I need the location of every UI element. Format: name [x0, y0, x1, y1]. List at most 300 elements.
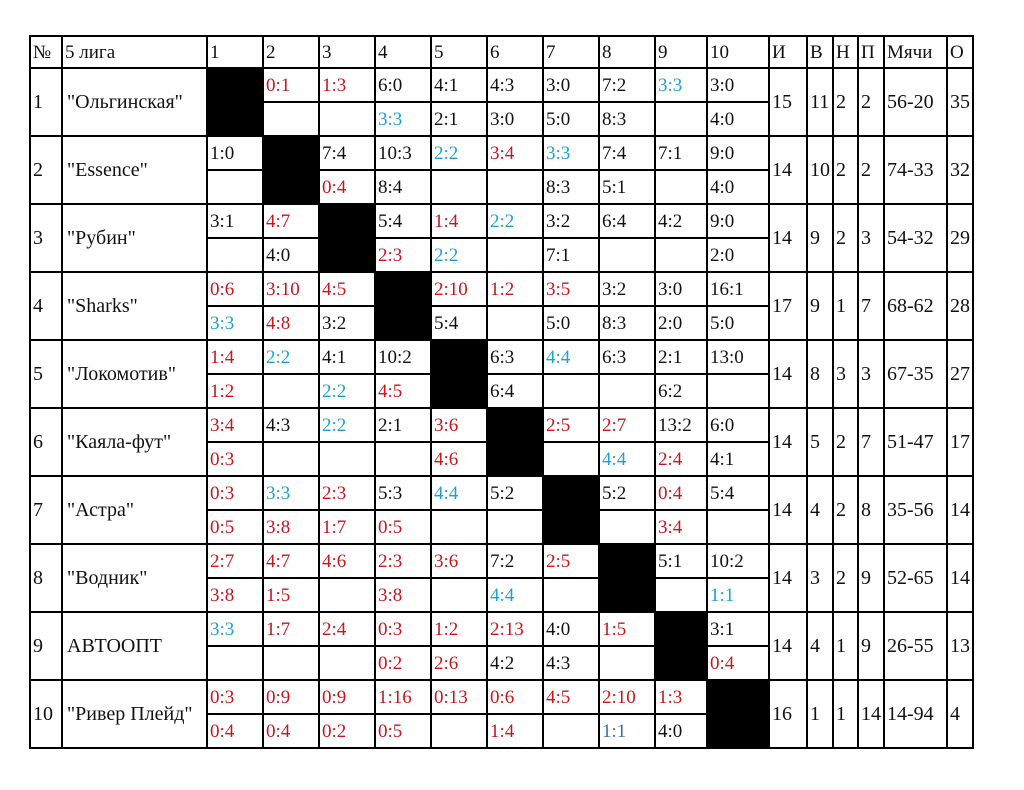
match-score-second: [207, 238, 263, 272]
points-cell: 17: [947, 408, 973, 476]
match-score-first: 2:1: [655, 340, 707, 374]
match-score-first: 0:3: [207, 476, 263, 510]
match-score-first: 0:9: [319, 680, 375, 714]
match-score-second: 3:2: [319, 306, 375, 340]
match-score-first: 2:3: [375, 544, 431, 578]
games-cell: 14: [769, 136, 807, 204]
match-score-first: 3:3: [655, 68, 707, 102]
match-score-first: 0:4: [655, 476, 707, 510]
self-match-block: [655, 612, 707, 680]
draws-cell: 2: [833, 204, 858, 272]
team-name: "Ривер Плейд": [62, 680, 207, 748]
match-score-second: 5:0: [543, 102, 599, 136]
match-score-first: 0:3: [375, 612, 431, 646]
losses-cell: 9: [858, 612, 884, 680]
match-score-first: 16:1: [707, 272, 769, 306]
team-row: [30, 272, 973, 306]
draws-cell: 1: [833, 272, 858, 340]
header-cell: 2: [263, 36, 319, 68]
self-match-block: [599, 544, 655, 612]
match-score-first: 2:10: [599, 680, 655, 714]
team-name: "Локомотив": [62, 340, 207, 408]
match-score-second: 8:3: [599, 306, 655, 340]
match-score-second: 3:8: [207, 578, 263, 612]
goals-cell: 74-33: [884, 136, 947, 204]
games-cell: 15: [769, 68, 807, 136]
match-score-first: 3:3: [543, 136, 599, 170]
wins-cell: 4: [807, 612, 833, 680]
header-cell: 9: [655, 36, 707, 68]
goals-cell: 26-55: [884, 612, 947, 680]
games-cell: 14: [769, 476, 807, 544]
points-cell: 28: [947, 272, 973, 340]
match-score-first: 1:7: [263, 612, 319, 646]
match-score-first: 4:4: [431, 476, 487, 510]
points-cell: 14: [947, 476, 973, 544]
wins-cell: 9: [807, 272, 833, 340]
wins-cell: 3: [807, 544, 833, 612]
match-score-second: 4:4: [599, 442, 655, 476]
team-row: [30, 204, 973, 238]
losses-cell: 9: [858, 544, 884, 612]
team-number: 6: [30, 408, 62, 476]
match-score-first: 5:2: [487, 476, 543, 510]
team-name: "Каяла-фут": [62, 408, 207, 476]
match-score-second: 7:1: [543, 238, 599, 272]
match-score-second: 4:2: [487, 646, 543, 680]
header-cell: 8: [599, 36, 655, 68]
match-score-first: 0:1: [263, 68, 319, 102]
draws-cell: 2: [833, 476, 858, 544]
losses-cell: 2: [858, 136, 884, 204]
match-score-first: 1:5: [599, 612, 655, 646]
match-score-second: [543, 374, 599, 408]
match-score-first: 4:1: [319, 340, 375, 374]
match-score-second: 2:6: [431, 646, 487, 680]
goals-cell: 54-32: [884, 204, 947, 272]
match-score-first: 10:3: [375, 136, 431, 170]
match-score-first: 1:3: [319, 68, 375, 102]
match-score-second: [707, 510, 769, 544]
match-score-first: 3:0: [543, 68, 599, 102]
points-cell: 13: [947, 612, 973, 680]
draws-cell: 3: [833, 340, 858, 408]
match-score-second: [375, 442, 431, 476]
goals-cell: 35-56: [884, 476, 947, 544]
match-score-second: 2:2: [431, 238, 487, 272]
match-score-first: 3:0: [707, 68, 769, 102]
match-score-second: 4:5: [375, 374, 431, 408]
draws-cell: 2: [833, 68, 858, 136]
match-score-first: 0:9: [263, 680, 319, 714]
team-name: "Sharks": [62, 272, 207, 340]
header-cell: 7: [543, 36, 599, 68]
match-score-second: [431, 510, 487, 544]
wins-cell: 5: [807, 408, 833, 476]
match-score-first: 1:4: [431, 204, 487, 238]
match-score-first: 2:5: [543, 544, 599, 578]
match-score-first: 2:10: [431, 272, 487, 306]
match-score-second: 2:0: [707, 238, 769, 272]
points-cell: 32: [947, 136, 973, 204]
header-cell: 5 лига: [62, 36, 207, 68]
match-score-second: 8:4: [375, 170, 431, 204]
match-score-first: 3:1: [207, 204, 263, 238]
match-score-first: 4:4: [543, 340, 599, 374]
match-score-first: 6:0: [707, 408, 769, 442]
match-score-second: 4:0: [263, 238, 319, 272]
match-score-second: 0:4: [319, 170, 375, 204]
points-cell: 27: [947, 340, 973, 408]
match-score-first: 3:6: [431, 544, 487, 578]
match-score-first: 4:5: [319, 272, 375, 306]
match-score-second: 0:2: [319, 714, 375, 748]
draws-cell: 2: [833, 136, 858, 204]
wins-cell: 8: [807, 340, 833, 408]
match-score-second: 5:1: [599, 170, 655, 204]
team-name: "Essence": [62, 136, 207, 204]
match-score-second: 1:5: [263, 578, 319, 612]
match-score-first: 2:4: [319, 612, 375, 646]
team-number: 1: [30, 68, 62, 136]
header-cell: П: [858, 36, 884, 68]
goals-cell: 51-47: [884, 408, 947, 476]
match-score-second: [319, 578, 375, 612]
header-cell: Н: [833, 36, 858, 68]
header-cell: 3: [319, 36, 375, 68]
match-score-first: 10:2: [707, 544, 769, 578]
match-score-second: 1:1: [599, 714, 655, 748]
wins-cell: 11: [807, 68, 833, 136]
team-name: "Рубин": [62, 204, 207, 272]
match-score-first: 5:4: [375, 204, 431, 238]
match-score-first: 5:1: [655, 544, 707, 578]
self-match-block: [375, 272, 431, 340]
match-score-second: 2:4: [655, 442, 707, 476]
match-score-second: 0:2: [375, 646, 431, 680]
match-score-second: 4:4: [487, 578, 543, 612]
match-score-second: [487, 306, 543, 340]
match-score-first: 3:1: [707, 612, 769, 646]
match-score-first: 5:2: [599, 476, 655, 510]
self-match-block: [263, 136, 319, 204]
match-score-second: [655, 102, 707, 136]
match-score-first: 2:2: [431, 136, 487, 170]
match-score-second: [319, 646, 375, 680]
match-score-second: 4:0: [655, 714, 707, 748]
match-score-second: 1:1: [707, 578, 769, 612]
match-score-second: [599, 374, 655, 408]
match-score-second: 2:3: [375, 238, 431, 272]
team-number: 9: [30, 612, 62, 680]
games-cell: 16: [769, 680, 807, 748]
match-score-second: 0:3: [207, 442, 263, 476]
match-score-second: [487, 170, 543, 204]
match-score-second: [543, 714, 599, 748]
match-score-second: 5:0: [707, 306, 769, 340]
match-score-second: 2:2: [319, 374, 375, 408]
match-score-second: [431, 170, 487, 204]
match-score-first: 3:6: [431, 408, 487, 442]
match-score-first: 3:3: [207, 612, 263, 646]
match-score-second: 0:4: [263, 714, 319, 748]
match-score-second: [599, 646, 655, 680]
match-score-first: 4:5: [543, 680, 599, 714]
league-standings-table: [29, 35, 974, 749]
match-score-second: [707, 374, 769, 408]
match-score-second: 4:3: [543, 646, 599, 680]
self-match-block: [207, 68, 263, 136]
match-score-second: [319, 102, 375, 136]
match-score-second: 1:4: [487, 714, 543, 748]
match-score-second: [487, 510, 543, 544]
match-score-first: 7:1: [655, 136, 707, 170]
match-score-second: 6:4: [487, 374, 543, 408]
match-score-second: 4:6: [431, 442, 487, 476]
games-cell: 14: [769, 204, 807, 272]
match-score-second: 3:3: [375, 102, 431, 136]
match-score-first: 1:16: [375, 680, 431, 714]
losses-cell: 7: [858, 408, 884, 476]
header-cell: В: [807, 36, 833, 68]
match-score-second: 2:1: [431, 102, 487, 136]
goals-cell: 68-62: [884, 272, 947, 340]
match-score-second: [263, 442, 319, 476]
match-score-first: 1:2: [487, 272, 543, 306]
match-score-second: [543, 578, 599, 612]
match-score-second: 4:0: [707, 170, 769, 204]
match-score-first: 2:7: [599, 408, 655, 442]
match-score-second: [543, 442, 599, 476]
match-score-first: 4:6: [319, 544, 375, 578]
match-score-second: 3:4: [655, 510, 707, 544]
match-score-first: 4:3: [263, 408, 319, 442]
match-score-first: 4:7: [263, 544, 319, 578]
match-score-second: 3:8: [375, 578, 431, 612]
match-score-second: 0:5: [207, 510, 263, 544]
match-score-second: 3:0: [487, 102, 543, 136]
header-cell: №: [30, 36, 62, 68]
games-cell: 14: [769, 408, 807, 476]
team-number: 10: [30, 680, 62, 748]
match-score-second: 5:0: [543, 306, 599, 340]
team-row: [30, 612, 973, 646]
match-score-second: 0:4: [207, 714, 263, 748]
match-score-first: 1:4: [207, 340, 263, 374]
match-score-first: 4:2: [655, 204, 707, 238]
match-score-second: [207, 170, 263, 204]
match-score-first: 1:2: [431, 612, 487, 646]
goals-cell: 14-94: [884, 680, 947, 748]
games-cell: 14: [769, 612, 807, 680]
match-score-second: 6:2: [655, 374, 707, 408]
match-score-first: 2:2: [263, 340, 319, 374]
match-score-first: 6:4: [599, 204, 655, 238]
points-cell: 29: [947, 204, 973, 272]
team-name: "Ольгинская": [62, 68, 207, 136]
match-score-second: [599, 238, 655, 272]
goals-cell: 67-35: [884, 340, 947, 408]
match-score-first: 9:0: [707, 204, 769, 238]
match-score-first: 2:3: [319, 476, 375, 510]
match-score-first: 7:4: [599, 136, 655, 170]
points-cell: 4: [947, 680, 973, 748]
self-match-block: [487, 408, 543, 476]
match-score-second: 8:3: [599, 102, 655, 136]
match-score-first: 4:7: [263, 204, 319, 238]
match-score-second: 4:1: [707, 442, 769, 476]
match-score-first: 3:5: [543, 272, 599, 306]
match-score-first: 2:13: [487, 612, 543, 646]
header-cell: 6: [487, 36, 543, 68]
team-number: 5: [30, 340, 62, 408]
match-score-second: [431, 578, 487, 612]
losses-cell: 3: [858, 204, 884, 272]
match-score-first: 5:3: [375, 476, 431, 510]
team-row: [30, 68, 973, 102]
match-score-first: 0:13: [431, 680, 487, 714]
match-score-first: 4:3: [487, 68, 543, 102]
match-score-first: 0:6: [207, 272, 263, 306]
match-score-first: 3:2: [599, 272, 655, 306]
match-score-second: 0:5: [375, 714, 431, 748]
self-match-block: [319, 204, 375, 272]
team-row: [30, 680, 973, 714]
match-score-second: 5:4: [431, 306, 487, 340]
match-score-first: 7:4: [319, 136, 375, 170]
wins-cell: 10: [807, 136, 833, 204]
self-match-block: [431, 340, 487, 408]
team-number: 4: [30, 272, 62, 340]
losses-cell: 7: [858, 272, 884, 340]
header-cell: 1: [207, 36, 263, 68]
match-score-first: 10:2: [375, 340, 431, 374]
match-score-second: [487, 238, 543, 272]
match-score-second: [655, 578, 707, 612]
draws-cell: 2: [833, 544, 858, 612]
match-score-second: 0:4: [707, 646, 769, 680]
match-score-second: 3:8: [263, 510, 319, 544]
match-score-second: [599, 510, 655, 544]
header-cell: 4: [375, 36, 431, 68]
team-row: [30, 544, 973, 578]
header-cell: И: [769, 36, 807, 68]
match-score-second: 4:0: [707, 102, 769, 136]
match-score-second: 8:3: [543, 170, 599, 204]
match-score-second: [431, 714, 487, 748]
match-score-first: 9:0: [707, 136, 769, 170]
team-number: 2: [30, 136, 62, 204]
match-score-first: 2:1: [375, 408, 431, 442]
points-cell: 35: [947, 68, 973, 136]
team-name: "Астра": [62, 476, 207, 544]
team-name: "Водник": [62, 544, 207, 612]
match-score-first: 2:2: [487, 204, 543, 238]
team-row: [30, 136, 973, 170]
table-body: [30, 36, 973, 748]
team-row: [30, 340, 973, 374]
match-score-second: 2:0: [655, 306, 707, 340]
match-score-first: 2:7: [207, 544, 263, 578]
match-score-first: 6:3: [599, 340, 655, 374]
team-name: АВТООПТ: [62, 612, 207, 680]
losses-cell: 2: [858, 68, 884, 136]
match-score-second: [655, 238, 707, 272]
match-score-second: 0:5: [375, 510, 431, 544]
team-row: [30, 476, 973, 510]
points-cell: 14: [947, 544, 973, 612]
header-cell: 5: [431, 36, 487, 68]
team-number: 8: [30, 544, 62, 612]
match-score-first: 13:0: [707, 340, 769, 374]
wins-cell: 4: [807, 476, 833, 544]
match-score-first: 6:0: [375, 68, 431, 102]
match-score-second: 1:2: [207, 374, 263, 408]
games-cell: 14: [769, 340, 807, 408]
self-match-block: [707, 680, 769, 748]
match-score-first: 3:0: [655, 272, 707, 306]
goals-cell: 52-65: [884, 544, 947, 612]
header-cell: 10: [707, 36, 769, 68]
match-score-first: 3:2: [543, 204, 599, 238]
team-number: 7: [30, 476, 62, 544]
match-score-first: 3:4: [487, 136, 543, 170]
header-cell: О: [947, 36, 973, 68]
wins-cell: 1: [807, 680, 833, 748]
games-cell: 17: [769, 272, 807, 340]
match-score-first: 3:3: [263, 476, 319, 510]
draws-cell: 1: [833, 612, 858, 680]
match-score-first: 6:3: [487, 340, 543, 374]
match-score-first: 13:2: [655, 408, 707, 442]
goals-cell: 56-20: [884, 68, 947, 136]
header-row: [30, 36, 973, 68]
match-score-second: [263, 102, 319, 136]
match-score-first: 0:6: [487, 680, 543, 714]
match-score-second: [319, 442, 375, 476]
match-score-second: [207, 646, 263, 680]
draws-cell: 1: [833, 680, 858, 748]
header-cell: Мячи: [884, 36, 947, 68]
match-score-first: 3:4: [207, 408, 263, 442]
match-score-first: 2:2: [319, 408, 375, 442]
match-score-second: [655, 170, 707, 204]
match-score-first: 4:1: [431, 68, 487, 102]
match-score-first: 1:3: [655, 680, 707, 714]
wins-cell: 9: [807, 204, 833, 272]
match-score-first: 0:3: [207, 680, 263, 714]
match-score-second: 4:8: [263, 306, 319, 340]
losses-cell: 8: [858, 476, 884, 544]
draws-cell: 2: [833, 408, 858, 476]
match-score-first: 7:2: [599, 68, 655, 102]
match-score-first: 5:4: [707, 476, 769, 510]
match-score-second: [263, 646, 319, 680]
losses-cell: 14: [858, 680, 884, 748]
match-score-first: 2:5: [543, 408, 599, 442]
games-cell: 14: [769, 544, 807, 612]
match-score-second: [263, 374, 319, 408]
match-score-second: 1:7: [319, 510, 375, 544]
losses-cell: 3: [858, 340, 884, 408]
match-score-first: 4:0: [543, 612, 599, 646]
match-score-first: 7:2: [487, 544, 543, 578]
match-score-first: 1:0: [207, 136, 263, 170]
team-row: [30, 408, 973, 442]
team-number: 3: [30, 204, 62, 272]
self-match-block: [543, 476, 599, 544]
match-score-first: 3:10: [263, 272, 319, 306]
